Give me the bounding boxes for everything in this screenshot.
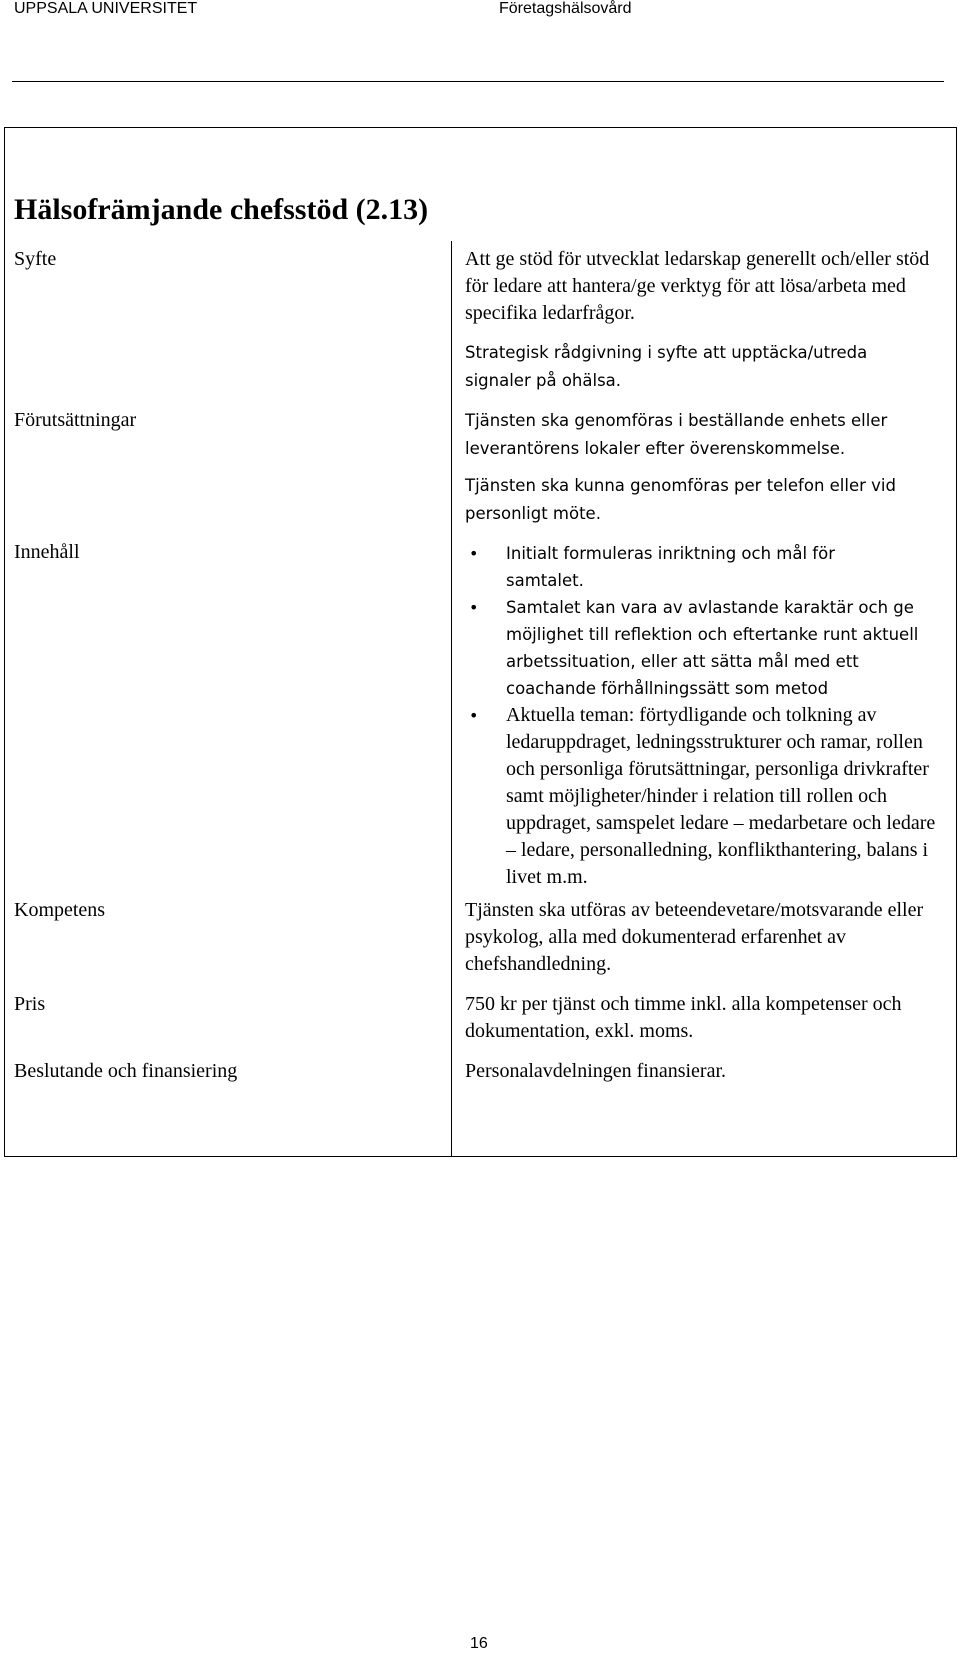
syfte-paragraph: Att ge stöd för utvecklat ledarskap generellt och/eller stöd för ledare att hantera/ge verktyg för att lösa/arbeta med specifika ledarfrågor.	[465, 248, 930, 324]
row-content-syfte-extra	[465, 339, 935, 395]
row-content-forutsattningar	[465, 407, 915, 463]
row-content-forutsattningar-extra	[465, 472, 935, 528]
page-number: 16	[470, 1635, 488, 1652]
row-label-innehall: Innehåll	[14, 541, 80, 563]
row-label-kompetens: Kompetens	[14, 899, 106, 921]
syfte-paragraph: Strategisk rådgivning i syfte att upptäcka/utreda signaler på ohälsa.	[465, 343, 868, 390]
list-item: • Aktuella teman: förtydligande och tolkning av ledaruppdraget, ledningsstrukturer och ramar, rollen och personliga förutsättningar, personliga drivkrafter samt möjligheter/hinder i relation till rollen och uppdraget, samspelet ledare – medarbetare och ledare – ledare, personalledning, konflikthantering, balans i livet m.m.	[465, 702, 950, 891]
header-organization: UPPSALA UNIVERSITET	[14, 0, 198, 17]
beslutande-text: Personalavdelningen finansierar.	[465, 1060, 727, 1082]
list-item: • Initialt formuleras inriktning och mål för samtalet.	[465, 540, 886, 594]
row-content-pris	[465, 991, 945, 1045]
row-label-beslutande: Beslutande och finansiering	[14, 1060, 238, 1082]
row-label-pris: Pris	[14, 993, 46, 1015]
page-title: Hälsofrämjande chefsstöd (2.13)	[14, 193, 429, 226]
header-department: Företagshälsovård	[499, 0, 632, 17]
row-label-syfte: Syfte	[14, 248, 57, 270]
innehall-bullet-list	[465, 540, 950, 891]
list-item: • Samtalet kan vara av avlastande karaktär och ge möjlighet till reflektion och eftertanke runt aktuell arbetssituation, eller att sätta mål med ett coachande förhållningssätt som metod	[465, 594, 950, 702]
kompetens-text: Tjänsten ska utföras av beteendevetare/motsvarande eller psykolog, alla med dokumenterad erfarenhet av chefshandledning.	[465, 899, 924, 975]
row-label-forutsattningar: Förutsättningar	[14, 409, 137, 431]
row-content-kompetens	[465, 897, 945, 978]
header-divider	[12, 81, 944, 82]
row-content-syfte	[465, 246, 945, 327]
forutsattningar-paragraph: Tjänsten ska kunna genomföras per telefon eller vid personligt möte.	[465, 476, 896, 523]
pris-text: 750 kr per tjänst och timme inkl. alla kompetenser och dokumentation, exkl. moms.	[465, 993, 902, 1042]
row-content-beslutande	[465, 1058, 945, 1085]
forutsattningar-paragraph: Tjänsten ska genomföras i beställande enhets eller leverantörens lokaler efter överenskommelse.	[465, 411, 888, 458]
column-divider	[451, 241, 452, 1156]
